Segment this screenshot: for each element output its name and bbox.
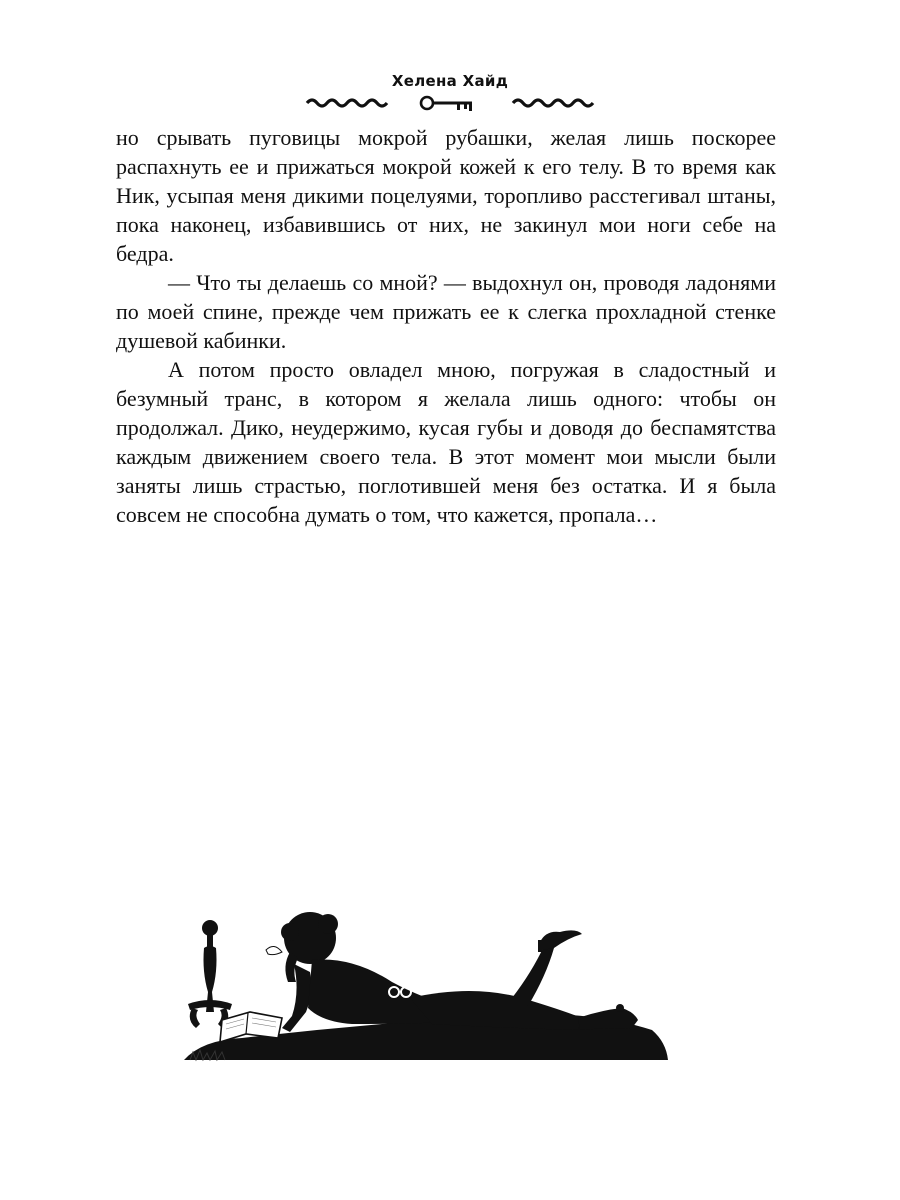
key-ornament-icon <box>305 94 595 112</box>
running-head: Хелена Хайд <box>391 72 509 90</box>
paragraph: — Что ты делаешь со мной? — выдохнул он, проводя ладонями по моей спине, прежде чем прижать ее к слегка прохладной стенке душевой кабинки. <box>116 270 776 353</box>
body-text <box>116 123 776 529</box>
reading-woman-silhouette-icon <box>182 912 672 1072</box>
paragraph: А потом просто овладел мною, погружая в сладостный и безумный транс, в котором я желала лишь одного: чтобы он продолжал. Дико, неудержимо, кусая губы и доводя до беспамятства каждым движением своего тела. В этот момент мои мысли были заняты лишь страстью, поглотившей меня без остатка. И я была совсем не способна думать о том, что кажется, пропала… <box>116 357 776 527</box>
page-header <box>0 72 900 112</box>
paragraph: но срывать пуговицы мокрой рубашки, желая лишь поскорее распахнуть ее и прижаться мокрой кожей к его телу. В то время как Ник, усыпая меня дикими поцелуями, торопливо расстегивал штаны, пока наконец, избавившись от них, не закинул мои ноги себе на бедра. <box>116 125 776 266</box>
